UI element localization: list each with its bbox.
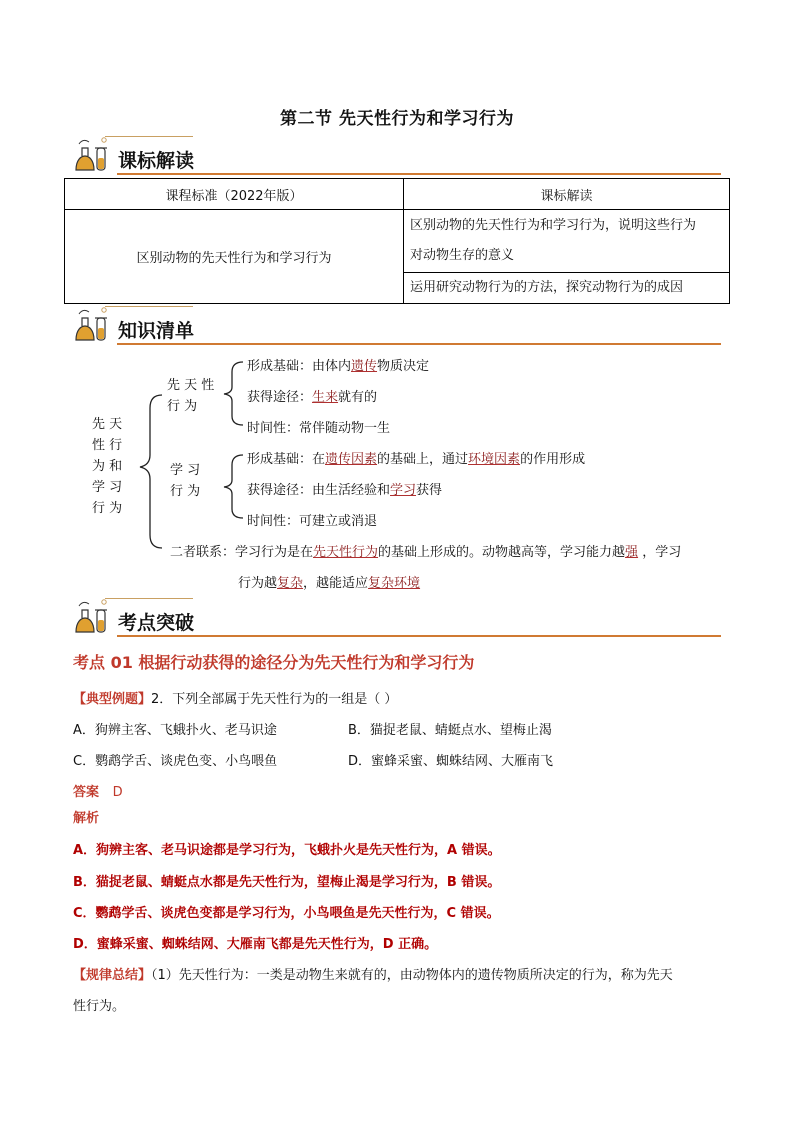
table-header-standard: 课程标准（2022年版）	[65, 179, 404, 210]
exam-point-heading: 考点 01 根据行动获得的途径分为先天性行为和学习行为	[73, 653, 475, 672]
option-b: B．猫捉老鼠、蜻蜓点水、望梅止渴	[348, 723, 552, 738]
option-d: D．蜜蜂采蜜、蜘蛛结网、大雁南飞	[348, 754, 554, 769]
analysis-line-a: A．狗辨主客、老马识途都是学习行为，飞蛾扑火是先天性行为，A 错误。	[73, 843, 501, 858]
mindmap-learning-time: 时间性：可建立或消退	[247, 514, 378, 529]
analysis-line-d: D．蜜蜂采蜜、蜘蛛结网、大雁南飞都是先天性行为，D 正确。	[73, 937, 438, 952]
mindmap-learning-node: 学 习 行 为	[170, 463, 201, 499]
option-c: C．鹦鹉学舌、谈虎色变、小鸟喂鱼	[73, 754, 278, 769]
answer: 答案 D	[73, 785, 123, 800]
table-cell-interpretation-1: 区别动物的先天性行为和学习行为，说明这些行为 对动物生存的意义	[404, 210, 730, 273]
mindmap-relation: 二者联系：学习行为是在先天性行为的基础上形成的。动物越高等，学习能力越强 ，学习	[170, 545, 682, 560]
section-title: 课标解读	[118, 150, 195, 172]
mindmap-innate-time: 时间性：常伴随动物一生	[247, 421, 391, 436]
mindmap-learning-basis: 形成基础：在遗传因素的基础上，通过环境因素的作用形成	[247, 452, 586, 467]
mindmap-relation-cont: 行为越复杂，越能适应复杂环境	[238, 576, 421, 591]
section-header-breakthrough	[73, 598, 721, 642]
mindmap-innate-way: 获得途径：生来就有的	[247, 390, 378, 405]
example-question: 【典型例题】2．下列全部属于先天性行为的一组是（ ）	[73, 692, 398, 707]
mindmap-learning-way: 获得途径：由生活经验和学习获得	[247, 483, 443, 498]
analysis-line-c: C．鹦鹉学舌、谈虎色变都是学习行为，小鸟喂鱼是先天性行为，C 错误。	[73, 906, 500, 921]
analysis-line-b: B．猫捉老鼠、蜻蜓点水都是先天性行为，望梅止渴是学习行为，B 错误。	[73, 875, 501, 890]
summary-line-2: 性行为。	[73, 999, 126, 1014]
page-title: 第二节 先天性行为和学习行为	[280, 109, 514, 129]
lab-flask-icon	[73, 598, 113, 638]
mindmap-innate-basis: 形成基础：由体内遗传物质决定	[247, 359, 430, 374]
section-title: 知识清单	[118, 320, 195, 342]
mindmap-root: 先 天 性 行 为 和 学 习 行 为	[92, 417, 123, 516]
table-cell-standard: 区别动物的先天性行为和学习行为	[65, 210, 404, 304]
section-title: 考点突破	[118, 612, 195, 634]
mindmap-innate-node: 先 天 性 行 为	[167, 378, 215, 414]
analysis-label: 解析	[73, 811, 100, 826]
table-cell-interpretation-2: 运用研究动物行为的方法，探究动物行为的成因	[404, 273, 730, 304]
option-a: A．狗辨主客、飞蛾扑火、老马识途	[73, 723, 277, 738]
table-header-interpretation: 课标解读	[404, 179, 730, 210]
summary-line-1: 【规律总结】（1）先天性行为：一类是动物生来就有的，由动物体内的遗传物质所决定的行为，称为先天	[73, 968, 673, 983]
